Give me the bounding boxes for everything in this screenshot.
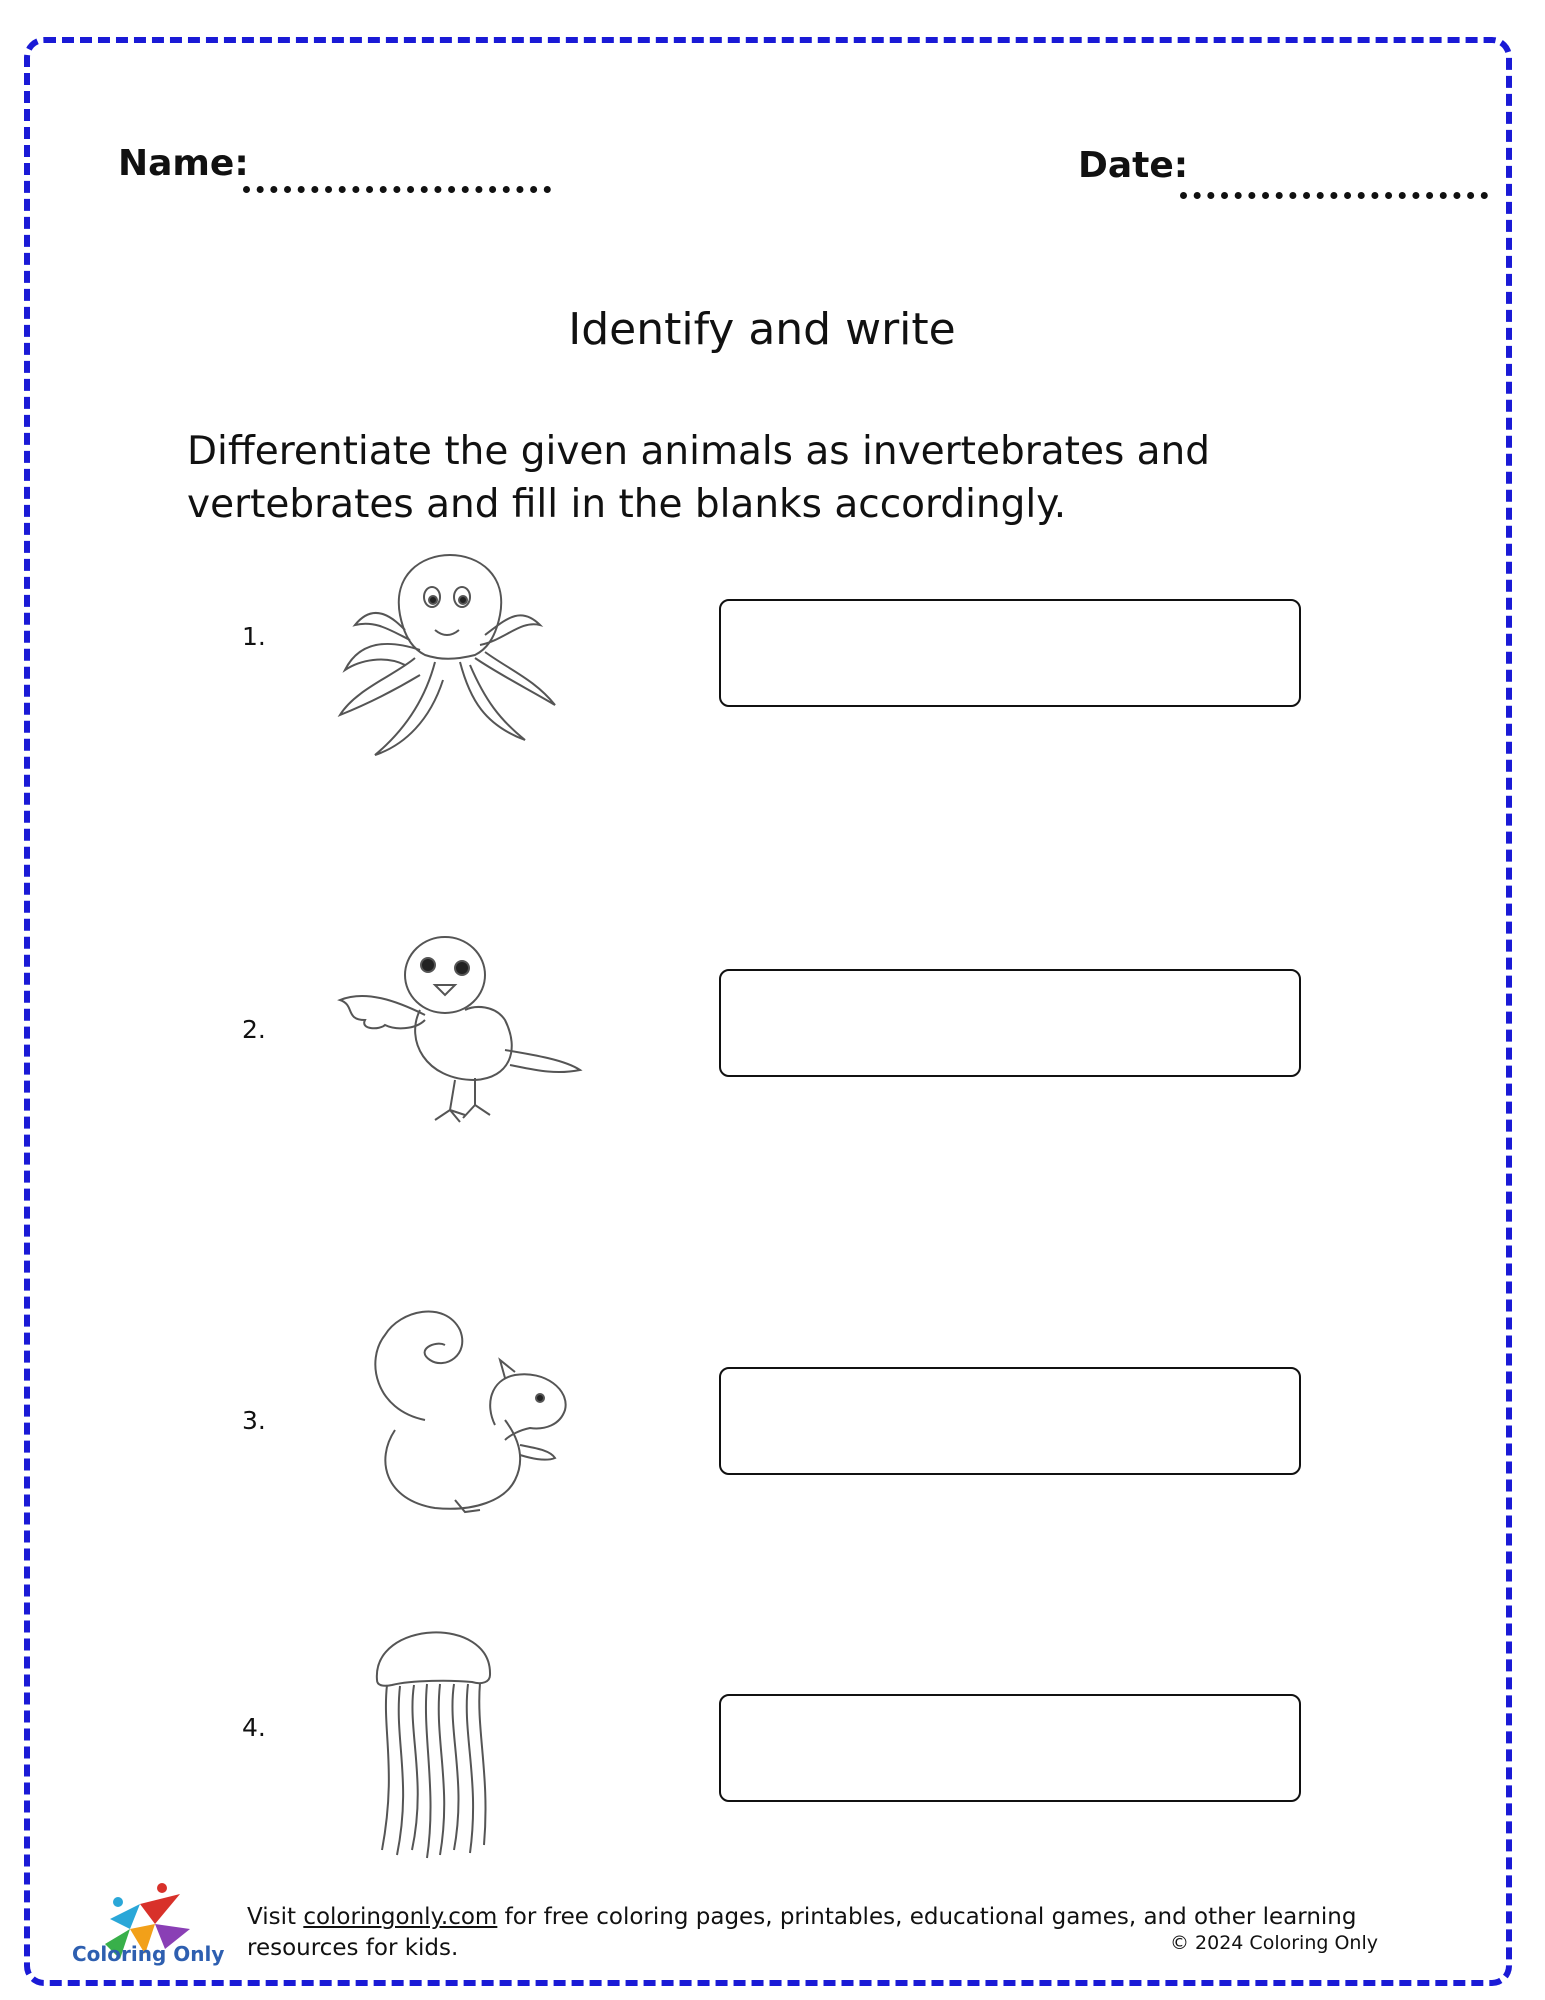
footer-text-before: Visit bbox=[247, 1904, 304, 1930]
bird-icon bbox=[335, 930, 585, 1130]
question-number: 3. bbox=[242, 1406, 266, 1435]
footer-link[interactable]: coloringonly.com bbox=[303, 1904, 498, 1930]
question-number: 4. bbox=[242, 1713, 266, 1742]
copyright: © 2024 Coloring Only bbox=[1170, 1932, 1378, 1954]
question-number: 2. bbox=[242, 1015, 266, 1044]
octopus-icon bbox=[335, 530, 565, 765]
jellyfish-icon bbox=[372, 1610, 497, 1860]
answer-box-1[interactable] bbox=[719, 599, 1301, 707]
name-blank-line[interactable] bbox=[243, 186, 551, 193]
answer-box-2[interactable] bbox=[719, 969, 1301, 1077]
date-blank-line[interactable] bbox=[1180, 192, 1488, 199]
squirrel-icon bbox=[355, 1300, 570, 1520]
question-number: 1. bbox=[242, 622, 266, 651]
footer-text-after: for free coloring pages, printables, educational games, and other learning resources for kids. bbox=[247, 1904, 1357, 1961]
worksheet-title: Identify and write bbox=[568, 304, 956, 355]
instruction-text: Differentiate the given animals as invertebrates and vertebrates and fill in the blanks accordingly. bbox=[187, 429, 1211, 527]
brand-name: Coloring Only bbox=[72, 1942, 225, 1966]
answer-box-3[interactable] bbox=[719, 1367, 1301, 1475]
date-label: Date: bbox=[1078, 145, 1189, 186]
name-label: Name: bbox=[118, 143, 249, 184]
answer-box-4[interactable] bbox=[719, 1694, 1301, 1802]
